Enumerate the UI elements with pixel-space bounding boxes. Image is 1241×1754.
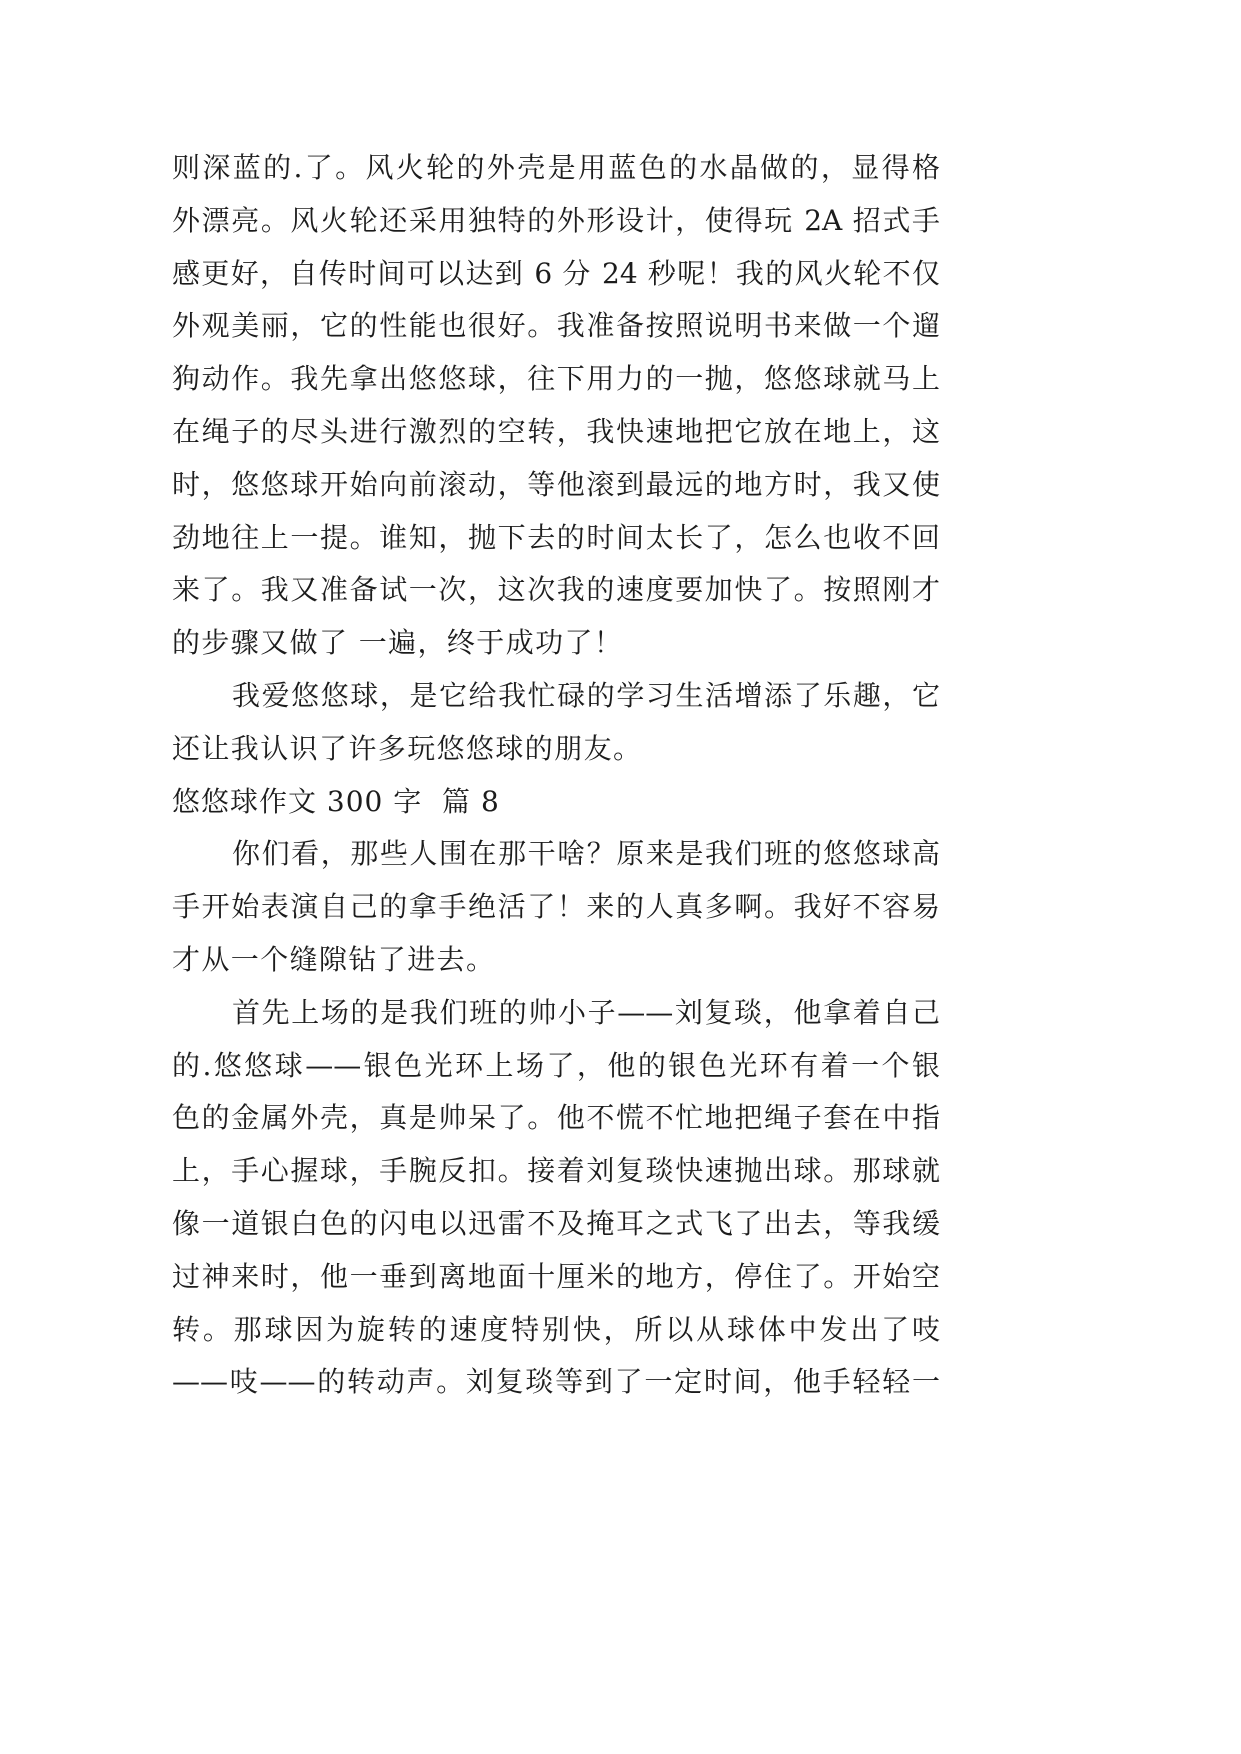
text-line: 像一道银白色的闪电以迅雷不及掩耳之式飞了出去，等我缓 — [172, 1206, 940, 1240]
text-line: 狗动作。我先拿出悠悠球，往下用力的一抛，悠悠球就马上 — [172, 362, 940, 396]
text-line: 外漂亮。风火轮还采用独特的外形设计，使得玩 2A 招式手 — [172, 203, 940, 237]
text-line: 的步骤又做了 一遍，终于成功了！ — [172, 626, 624, 660]
text-line: 劲地往上一提。谁知，抛下去的时间太长了，怎么也收不回 — [172, 520, 940, 554]
paragraph — [172, 142, 940, 670]
text-line: 过神来时，他一垂到离地面十厘米的地方，停住了。开始空 — [172, 1259, 940, 1293]
paragraph — [172, 828, 940, 986]
section-heading: 悠悠球作文 300 字 篇 8 — [172, 784, 500, 818]
text-line: ——吱——的转动声。刘复琰等到了一定时间，他手轻轻一 — [172, 1365, 940, 1399]
document-body — [172, 142, 940, 1409]
text-line: 的.悠悠球——银色光环上场了，他的银色光环有着一个银 — [172, 1048, 940, 1082]
text-line: 外观美丽，它的性能也很好。我准备按照说明书来做一个遛 — [172, 309, 940, 343]
paragraph — [172, 987, 940, 1409]
text-line: 还让我认识了许多玩悠悠球的朋友。 — [172, 731, 643, 765]
text-line: 时，悠悠球开始向前滚动，等他滚到最远的地方时，我又使 — [172, 467, 940, 501]
text-line: 色的金属外壳，真是帅呆了。他不慌不忙地把绳子套在中指 — [172, 1101, 940, 1135]
text-line: 你们看，那些人围在那干啥？原来是我们班的悠悠球高 — [232, 837, 940, 871]
text-line: 则深蓝的.了。风火轮的外壳是用蓝色的水晶做的，显得格 — [172, 151, 940, 184]
text-line: 首先上场的是我们班的帅小子——刘复琰，他拿着自己 — [232, 995, 940, 1029]
text-line: 来了。我又准备试一次，这次我的速度要加快了。按照刚才 — [172, 573, 940, 607]
text-line: 才从一个缝隙钻了进去。 — [172, 942, 496, 976]
text-line: 在绳子的尽头进行激烈的空转，我快速地把它放在地上，这 — [172, 414, 940, 448]
text-line: 我爱悠悠球，是它给我忙碌的学习生活增添了乐趣，它 — [232, 678, 940, 712]
text-line: 上，手心握球，手腕反扣。接着刘复琰快速抛出球。那球就 — [172, 1154, 940, 1188]
paragraph — [172, 670, 940, 776]
text-line: 手开始表演自己的拿手绝活了！来的人真多啊。我好不容易 — [172, 890, 940, 924]
text-line: 感更好，自传时间可以达到 6 分 24 秒呢！我的风火轮不仅 — [172, 256, 940, 290]
text-line: 转。那球因为旋转的速度特别快，所以从球体中发出了吱 — [172, 1312, 940, 1346]
